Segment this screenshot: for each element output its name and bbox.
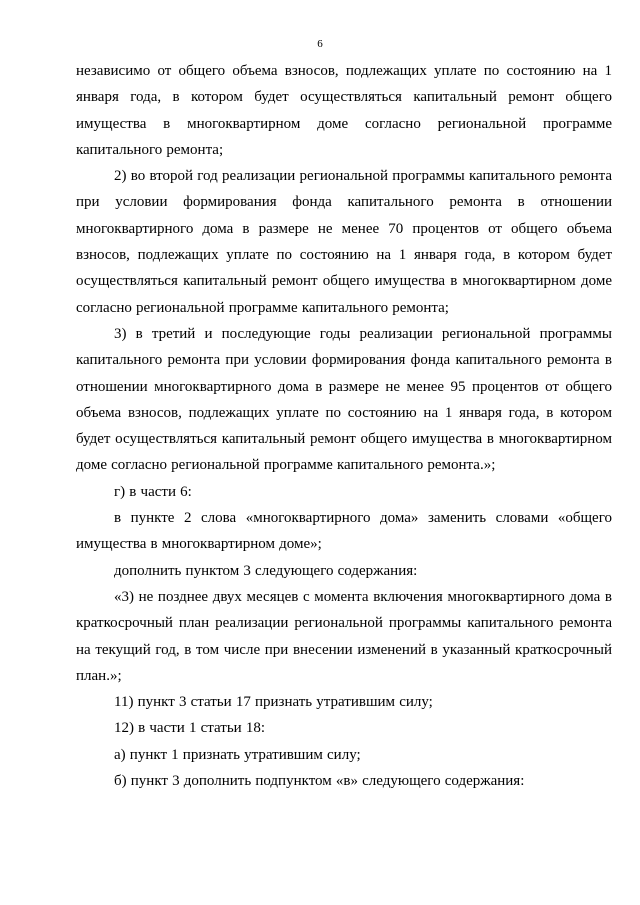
paragraph-subclause-b: б) пункт 3 дополнить подпунктом «в» следующего содержания: xyxy=(114,773,525,790)
paragraph-subclause-a: а) пункт 1 признать утратившим силу; xyxy=(114,746,361,763)
paragraph-item-12: 12) в части 1 статьи 18: xyxy=(114,720,266,737)
paragraph-point-2-change: в пункте 2 слова «многоквартирного дома» заменить словами «общего имущества в многоквартирном доме»; xyxy=(76,510,612,553)
document-body xyxy=(76,58,612,794)
paragraph-item-11: 11) пункт 3 статьи 17 признать утратившим силу; xyxy=(114,694,433,711)
paragraph-subclause-g: г) в части 6: xyxy=(114,483,192,500)
page-number: 6 xyxy=(317,38,323,50)
paragraph-item-2: 2) во второй год реализации региональной программы капитального ремонта при условии формирования фонда капитального ремонта в отношении многоквартирного дома в размере не менее 70 процентов от общего объема взносов, подлежащих уплате по состоянию на 1 января года, в котором будет осуществляться капитальный ремонт общего имущества в многоквартирном доме согласно региональной программе капитального ремонта; xyxy=(76,168,612,316)
paragraph-continuation: независимо от общего объема взносов, подлежащих уплате по состоянию на 1 января года, в котором будет осуществляться капитальный ремонт общего имущества в многоквартирном доме согласно региональной программе капитального ремонта; xyxy=(76,63,612,158)
paragraph-add-point-3: дополнить пунктом 3 следующего содержания: xyxy=(114,562,418,579)
paragraph-quoted-point-3: «3) не позднее двух месяцев с момента включения многоквартирного дома в краткосрочный план реализации региональной программы капитального ремонта на текущий год, в том числе при внесении изменений в указанный краткосрочный план.»; xyxy=(76,588,612,684)
paragraph-item-3: 3) в третий и последующие годы реализации региональной программы капитального ремонта при условии формирования фонда капитального ремонта в отношении многоквартирного дома в размере не менее 95 процентов от общего объема взносов, подлежащих уплате по состоянию на 1 января года, в котором будет осуществляться капитальный ремонт общего имущества в многоквартирном доме согласно региональной программе капитального ремонта.»; xyxy=(76,325,612,474)
